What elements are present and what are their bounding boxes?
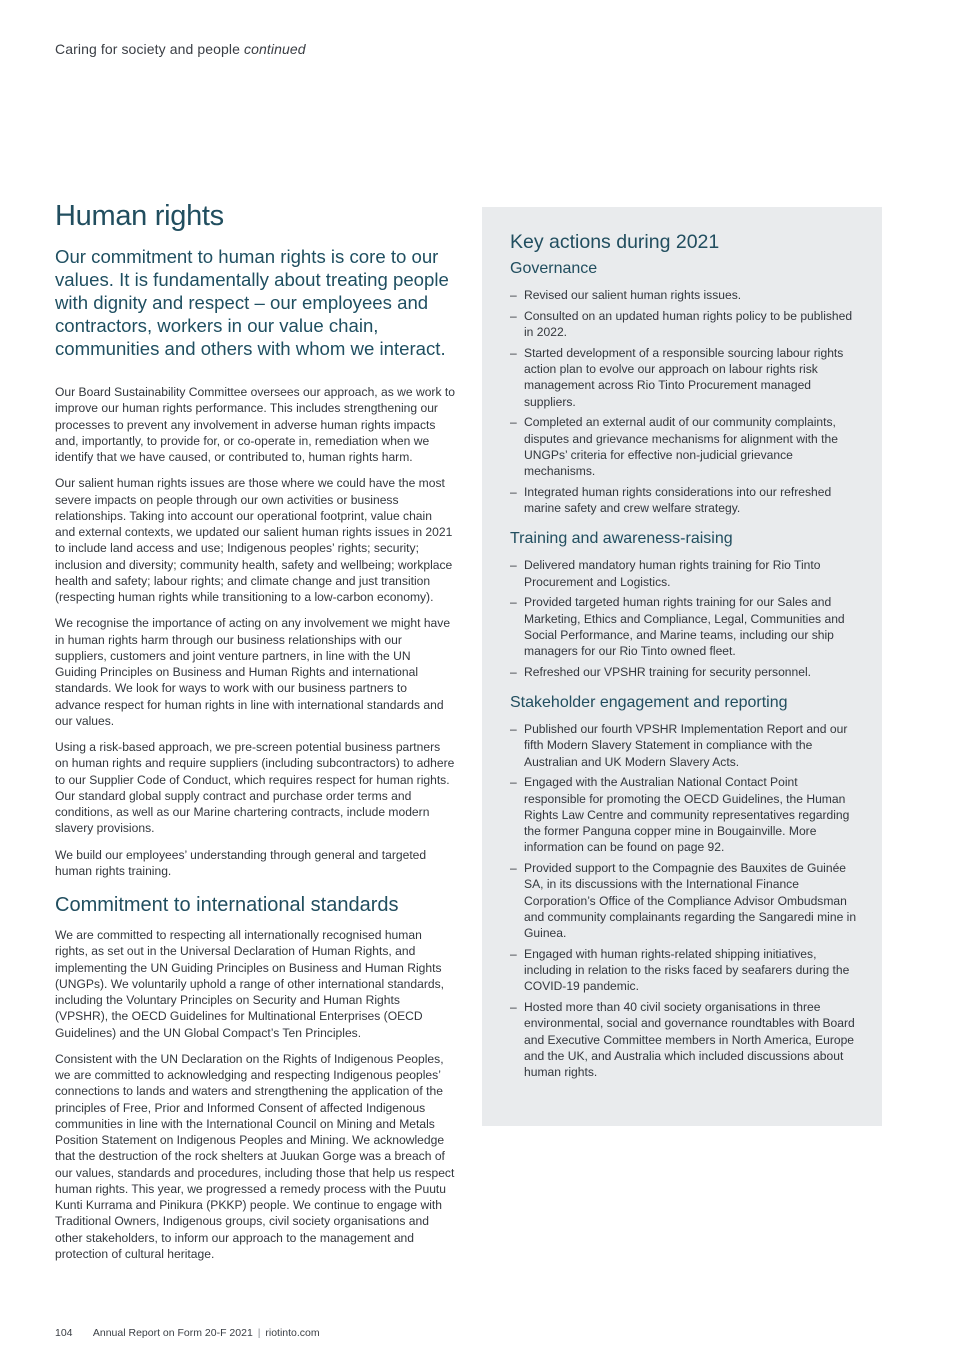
page-number: 104 — [55, 1327, 73, 1339]
list-item: – Published our fourth VPSHR Implementation Report and our fifth Modern Slavery Statement in compliance with the Australian and UK Modern Slavery Acts. — [510, 722, 848, 769]
body-paragraph: We build our employees’ understanding through general and targeted human rights training. — [55, 847, 427, 878]
body-paragraph: Using a risk-based approach, we pre-screen potential business partners on human rights and require suppliers (including subcontractors) to adhere to our Supplier Code of Conduct, which requires respect for human rights. Our standard global supply contract and purchase order terms and conditions, as well as our Marine chartering contracts, include modern slavery provisions. — [55, 740, 455, 836]
running-header — [55, 41, 306, 57]
list-item: – Engaged with human rights-related shipping initiatives, including in relation to the risks faced by seafarers during the COVID-19 pandemic. — [510, 946, 850, 994]
panel-title: Key actions during 2021 — [510, 231, 720, 253]
list-item: – Provided targeted human rights training for our Sales and Marketing, Ethics and Compliance, Legal, Communities and Social Performance, and Marine teams, including our ship managers for our Rio Tinto owned fleet. — [510, 595, 845, 658]
body-paragraph: Consistent with the UN Declaration on the Rights of Indigenous Peoples, we are committed to acknowledging and respecting Indigenous peoples’ connections to lands and waters and strengthening the application of the principles of Free, Prior and Informed Consent of affected Indigenous communities in line with the International Council on Mining and Metals Position Statement on Indigenous Peoples and Mining. We acknowledge that the destruction of the rock shelters at Juukan Gorge was a breach of our values, standards and procedures, including those that help us respect human rights. This year, we progressed a remedy process with the Puutu Kunti Kurrama and Pinikura (PKKP) people. We continue to engage with Traditional Owners, Indigenous groups, civil society organisations and other stakeholders, to inform our approach to the management and protection of cultural heritage. — [55, 1051, 455, 1261]
list-item: – Started development of a responsible sourcing labour rights action plan to evolve our approach on labour rights risk management across Rio Tinto Procurement managed suppliers. — [510, 345, 844, 409]
governance-list — [510, 287, 860, 516]
panel-section-heading: Stakeholder engagement and reporting — [510, 694, 788, 711]
lead-statement: Our commitment to human rights is core to our values. It is fundamentally about treating people with dignity and respect – our employees and contractors, workers in our value chain, communities and others with whom we interact. — [55, 246, 449, 359]
body-paragraph: We are committed to respecting all internationally recognised human rights, as set out in the Universal Declaration of Human Rights, and implementing the UN Guiding Principles on Business and Human Rights (UNGPs). We voluntarily uphold a range of other international standards, including the Voluntary Principles on Security and Human Rights (VPSHR), the OECD Guidelines for Multinational Enterprises (OECD Guidelines) and the UN Global Compact’s Ten Principles. — [55, 928, 444, 1040]
list-item: – Delivered mandatory human rights training for Rio Tinto Procurement and Logistics. — [510, 558, 821, 589]
website-link[interactable]: riotinto.com — [265, 1327, 320, 1339]
stakeholder-list — [510, 721, 860, 1080]
footer-separator: | — [257, 1327, 261, 1339]
list-item: – Consulted on an updated human rights policy to be published in 2022. — [510, 308, 853, 339]
list-item: – Completed an external audit of our community complaints, disputes and grievance mechanisms for alignment with the UNGPs’ criteria for effective non-judicial grievance mechanisms. — [510, 415, 838, 478]
body-paragraph: Our Board Sustainability Committee oversees our approach, as we work to improve our human rights performance. This includes strengthening our processes to prevent any involvement in adverse human rights impacts and, importantly, to provide for, or co-operate in, remediation when we identify that we have caused, or contributed to, human rights harm. — [55, 385, 455, 464]
body-paragraph: Our salient human rights issues are those where we could have the most severe impacts on people through our own activities or business relationships. Taking into account our operational footprint, value chain and external contexts, we updated our salient human rights issues in 2021 to include land access and use; Indigenous peoples’ rights; security; inclusion and diversity; community health, safety and wellbeing; workplace health and safety; labour rights; and climate change and just transition (respecting human rights while transitioning to a low-carbon economy). — [55, 476, 453, 604]
main-column — [55, 200, 455, 1272]
list-item: – Provided support to the Compagnie des Bauxites de Guinée SA, in its discussions with the International Finance Corporation’s Office of the Compliance Advisor Ombudsman and community complainants regarding the Sangaredi mine in Guinea. — [510, 861, 857, 940]
body-paragraph: We recognise the importance of acting on any involvement we might have in human rights harm through our business relationships with our suppliers, customers and joint venture partners, in line with the UN Guiding Principles on Business and Human Rights and international standards. We look for ways to work with our business partners to advance respect for human rights in line with international standards and our values. — [55, 616, 451, 728]
report-name: Annual Report on Form 20-F 2021 — [92, 1327, 253, 1339]
list-item: – Revised our salient human rights issues. — [510, 288, 742, 302]
section-label: Caring for society and people — [55, 41, 241, 57]
continued-label: continued — [244, 41, 306, 57]
panel-section-heading: Training and awareness-raising — [510, 530, 733, 548]
panel-section-heading: Governance — [510, 260, 598, 277]
list-item: – Integrated human rights considerations into our refreshed marine safety and crew welfare strategy. — [510, 484, 832, 515]
subheading-international-standards: Commitment to international standards — [55, 894, 399, 916]
training-list — [510, 557, 860, 680]
list-item: – Engaged with the Australian National Contact Point responsible for promoting the OECD Guidelines, the Human Rights Law Centre and community representatives regarding the former Panguna copper mine in Bougainville. More information can be found on page 92. — [510, 775, 850, 855]
page-title: Human rights — [55, 200, 224, 232]
list-item: – Refreshed our VPSHR training for security personnel. — [510, 664, 812, 679]
list-item: – Hosted more than 40 civil society organisations in three environmental, social and governance roundtables with Board and Executive Committee members in North America, Europe and the UK, and Australia which included discussions about human rights. — [510, 1000, 855, 1079]
key-actions-panel — [482, 207, 882, 1126]
page-footer — [55, 1327, 320, 1339]
